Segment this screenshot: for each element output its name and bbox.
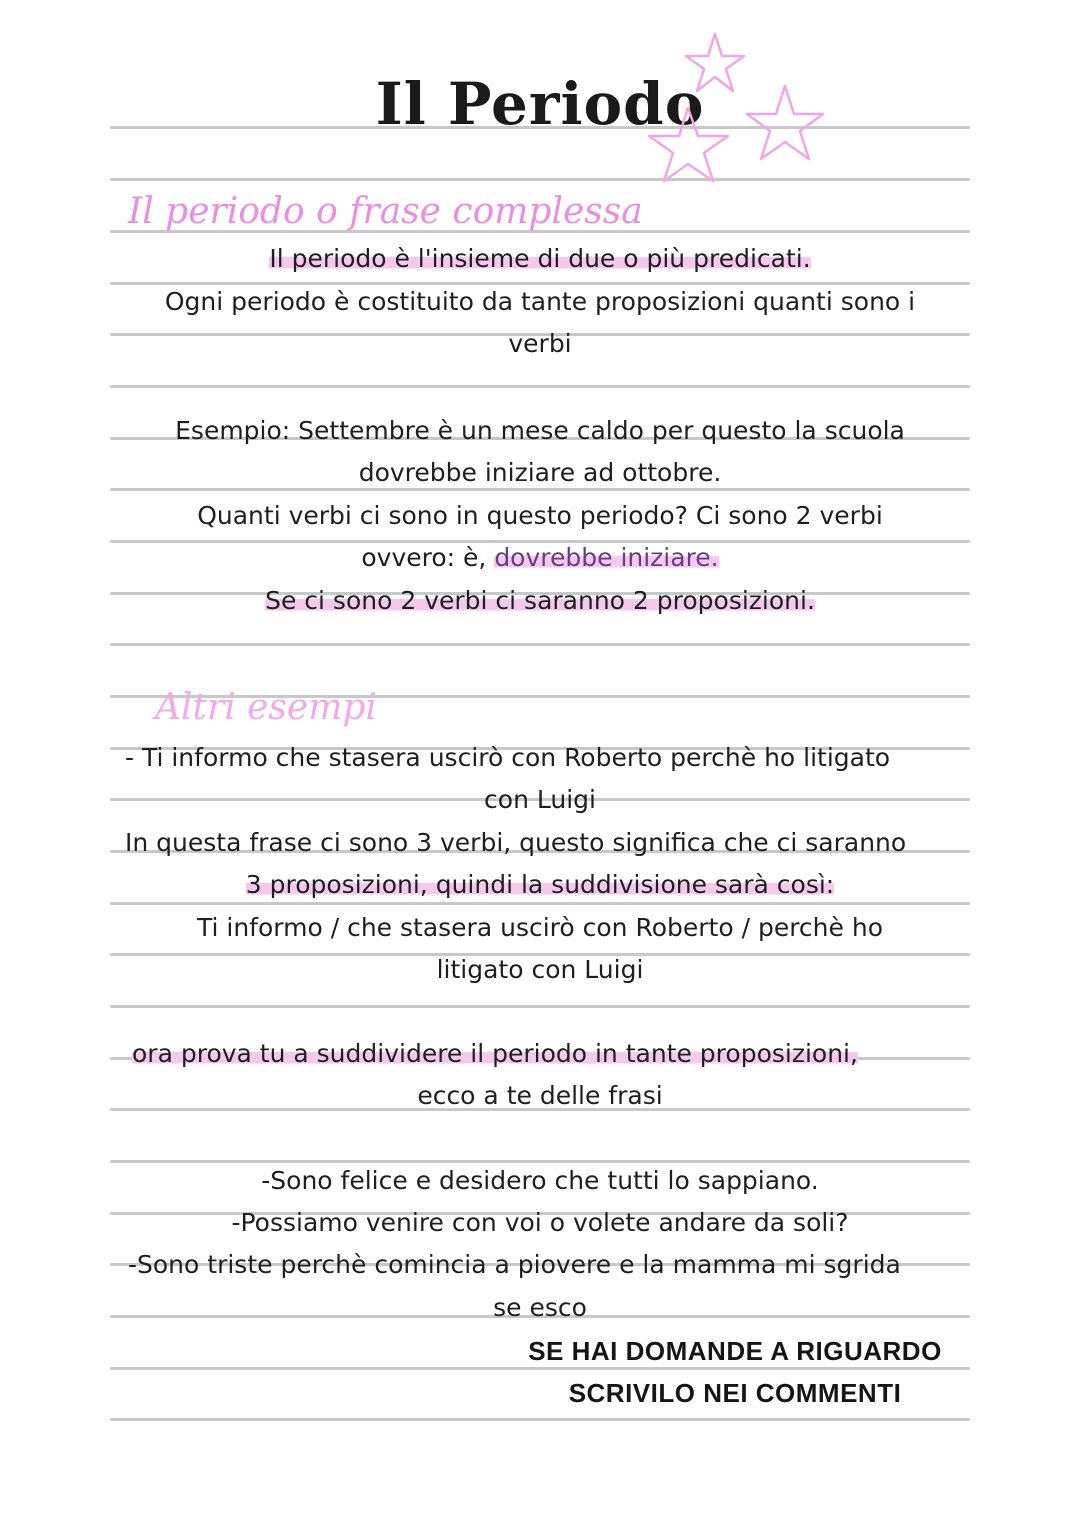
text-line: con Luigi	[484, 785, 596, 814]
definition-line	[110, 241, 970, 277]
text-highlight: 3 proposizioni, quindi la suddivisione sarà così:	[245, 870, 835, 899]
example-line: Quanti verbi ci sono in questo periodo? Ci sono 2 verbi	[197, 501, 883, 530]
example-highlight: dovrebbe iniziare.	[494, 543, 719, 572]
section-heading-altri-esempi: Altri esempi	[155, 687, 377, 728]
ruled-line	[110, 1005, 970, 1008]
star-icon	[686, 34, 744, 91]
ruled-line	[110, 1418, 970, 1421]
exercise-intro: ecco a te delle frasi	[417, 1081, 663, 1110]
exercise-intro	[132, 1036, 992, 1072]
exercise-intro-text: ora prova tu a suddividere il periodo in tante proposizioni,	[132, 1039, 858, 1068]
star-icon	[747, 86, 823, 159]
cta-line: SE HAI DOMANDE A RIGUARDO	[528, 1336, 942, 1366]
exercise-item: -Sono triste perchè comincia a piovere e la mamma mi sgrida	[128, 1250, 901, 1279]
definition-text: Il periodo è l'insieme di due o più predicati.	[269, 244, 811, 273]
text-line	[110, 867, 970, 903]
text-line: Ogni periodo è costituito da tante proposizioni quanti sono i	[164, 287, 916, 316]
ruled-line	[110, 643, 970, 646]
exercise-item: -Possiamo venire con voi o volete andare da soli?	[231, 1208, 849, 1237]
page-title: Il Periodo	[375, 70, 705, 138]
section-heading-periodo: Il periodo o frase complessa	[128, 191, 643, 232]
exercise-item: -Sono felice e desidero che tutti lo sappiano.	[261, 1166, 819, 1195]
cta-line: SCRIVILO NEI COMMENTI	[568, 1378, 902, 1408]
text-line: litigato con Luigi	[436, 955, 644, 984]
example-line: Esempio: Settembre è un mese caldo per questo la scuola	[175, 416, 905, 445]
example-line: dovrebbe iniziare ad ottobre.	[358, 458, 722, 487]
stars-decoration	[630, 28, 840, 198]
star-icon	[649, 108, 728, 181]
example-prefix: ovvero: è,	[361, 543, 487, 572]
ruled-line	[110, 385, 970, 388]
exercise-item-continued: se esco	[493, 1293, 587, 1322]
example-line	[110, 540, 970, 576]
text-line: verbi	[508, 329, 572, 358]
text-line: In questa frase ci sono 3 verbi, questo significa che ci saranno	[125, 828, 907, 857]
ruled-line	[110, 178, 970, 181]
example-conclusion-text: Se ci sono 2 verbi ci saranno 2 proposizioni.	[265, 586, 815, 615]
example-conclusion	[110, 583, 970, 619]
text-line: Ti informo / che stasera uscirò con Roberto / perchè ho	[197, 913, 883, 942]
text-line: - Ti informo che stasera uscirò con Roberto perchè ho litigato	[125, 743, 891, 772]
